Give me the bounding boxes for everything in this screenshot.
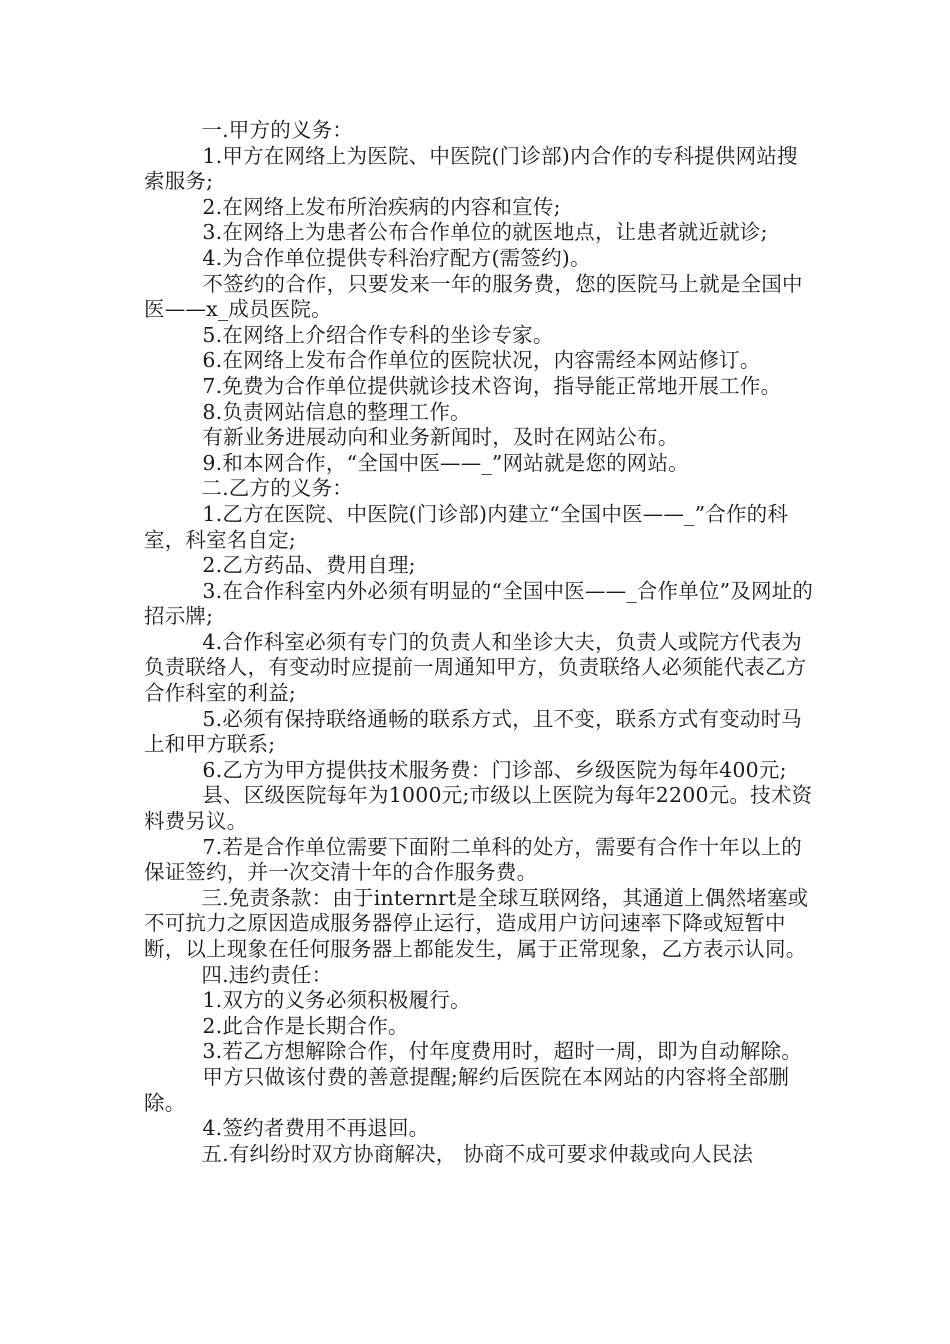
clause-a3: 3.在网络上为患者公布合作单位的就医地点，让患者就近就诊; bbox=[202, 220, 768, 245]
clause-b6-note: 县、区级医院每年为1000元;市级以上医院为每年2200元。技术资料费另议。 bbox=[144, 783, 813, 834]
clause-b6: 6.乙方为甲方提供技术服务费：门诊部、乡级医院为每年400元; bbox=[202, 757, 787, 782]
clause-a2: 2.在网络上发布所治疾病的内容和宣传; bbox=[202, 194, 561, 219]
section-disclaimer: 三.免责条款：由于internrt是全球互联网络，其通道上偶然堵塞或不可抗力之原因造成服务器停止运行，造成用户访问速率下降或短暂中断，以上现象在任何服务器上都能发生，属于正常现象，乙方表示认同。 bbox=[144, 885, 809, 961]
clause-b2: 2.乙方药品、费用自理; bbox=[202, 553, 416, 578]
clause-d2: 2.此合作是长期合作。 bbox=[202, 1013, 409, 1038]
section-dispute: 五.有纠纷时双方协商解决， 协商不成可要求仲裁或向人民法 bbox=[201, 1141, 754, 1166]
section-heading-party-b: 二.乙方的义务： bbox=[201, 476, 354, 501]
section-heading-party-a: 一.甲方的义务： bbox=[201, 118, 354, 142]
clause-b1: 1.乙方在医院、中医院(门诊部)内建立“全国中医——_”合作的科室，科室名自定; bbox=[144, 501, 789, 552]
clause-a1: 1.甲方在网络上为医院、中医院(门诊部)内合作的专科提供网站搜索服务; bbox=[144, 143, 798, 194]
clause-d4: 4.签约者费用不再退回。 bbox=[202, 1116, 430, 1141]
clause-b7: 7.若是合作单位需要下面附二单科的处方，需要有合作十年以上的保证签约，并一次交清十年的合作服务费。 bbox=[144, 834, 802, 885]
clause-b4: 4.合作科室必须有专门的负责人和坐诊大夫，负责人或院方代表为负责联络人，有变动时应提前一周通知甲方，负责联络人必须能代表乙方合作科室的利益; bbox=[144, 629, 807, 706]
clause-b3: 3.在合作科室内外必须有明显的“全国中医——_合作单位”及网址的招示牌; bbox=[144, 578, 814, 629]
clause-a5: 5.在网络上介绍合作专科的坐诊专家。 bbox=[202, 322, 554, 347]
clause-d1: 1.双方的义务必须积极履行。 bbox=[202, 988, 471, 1013]
clause-d3-note: 甲方只做该付费的善意提醒;解约后医院在本网站的内容将全部删除。 bbox=[144, 1064, 790, 1115]
clause-d3: 3.若乙方想解除合作，付年度费用时，超时一周，即为自动解除。 bbox=[202, 1039, 802, 1064]
clause-a4-note: 不签约的合作，只要发来一年的服务费，您的医院马上就是全国中医——x_成员医院。 bbox=[144, 271, 803, 322]
clause-b5: 5.必须有保持联络通畅的联系方式，且不变，联系方式有变动时马上和甲方联系; bbox=[144, 706, 802, 757]
section-heading-breach: 四.违约责任： bbox=[201, 962, 333, 987]
document-body bbox=[144, 118, 814, 1167]
clause-a8-note: 有新业务进展动向和业务新闻时，及时在网站公布。 bbox=[202, 425, 679, 450]
clause-a8: 8.负责网站信息的整理工作。 bbox=[202, 399, 471, 424]
clause-a9: 9.和本网合作，“全国中医——_”网站就是您的网站。 bbox=[202, 450, 689, 475]
clause-a4: 4.为合作单位提供专科治疗配方(需签约)。 bbox=[202, 245, 591, 270]
clause-a6: 6.在网络上发布合作单位的医院状况，内容需经本网站修订。 bbox=[202, 348, 761, 373]
clause-a7: 7.免费为合作单位提供就诊技术咨询，指导能正常地开展工作。 bbox=[202, 373, 782, 398]
